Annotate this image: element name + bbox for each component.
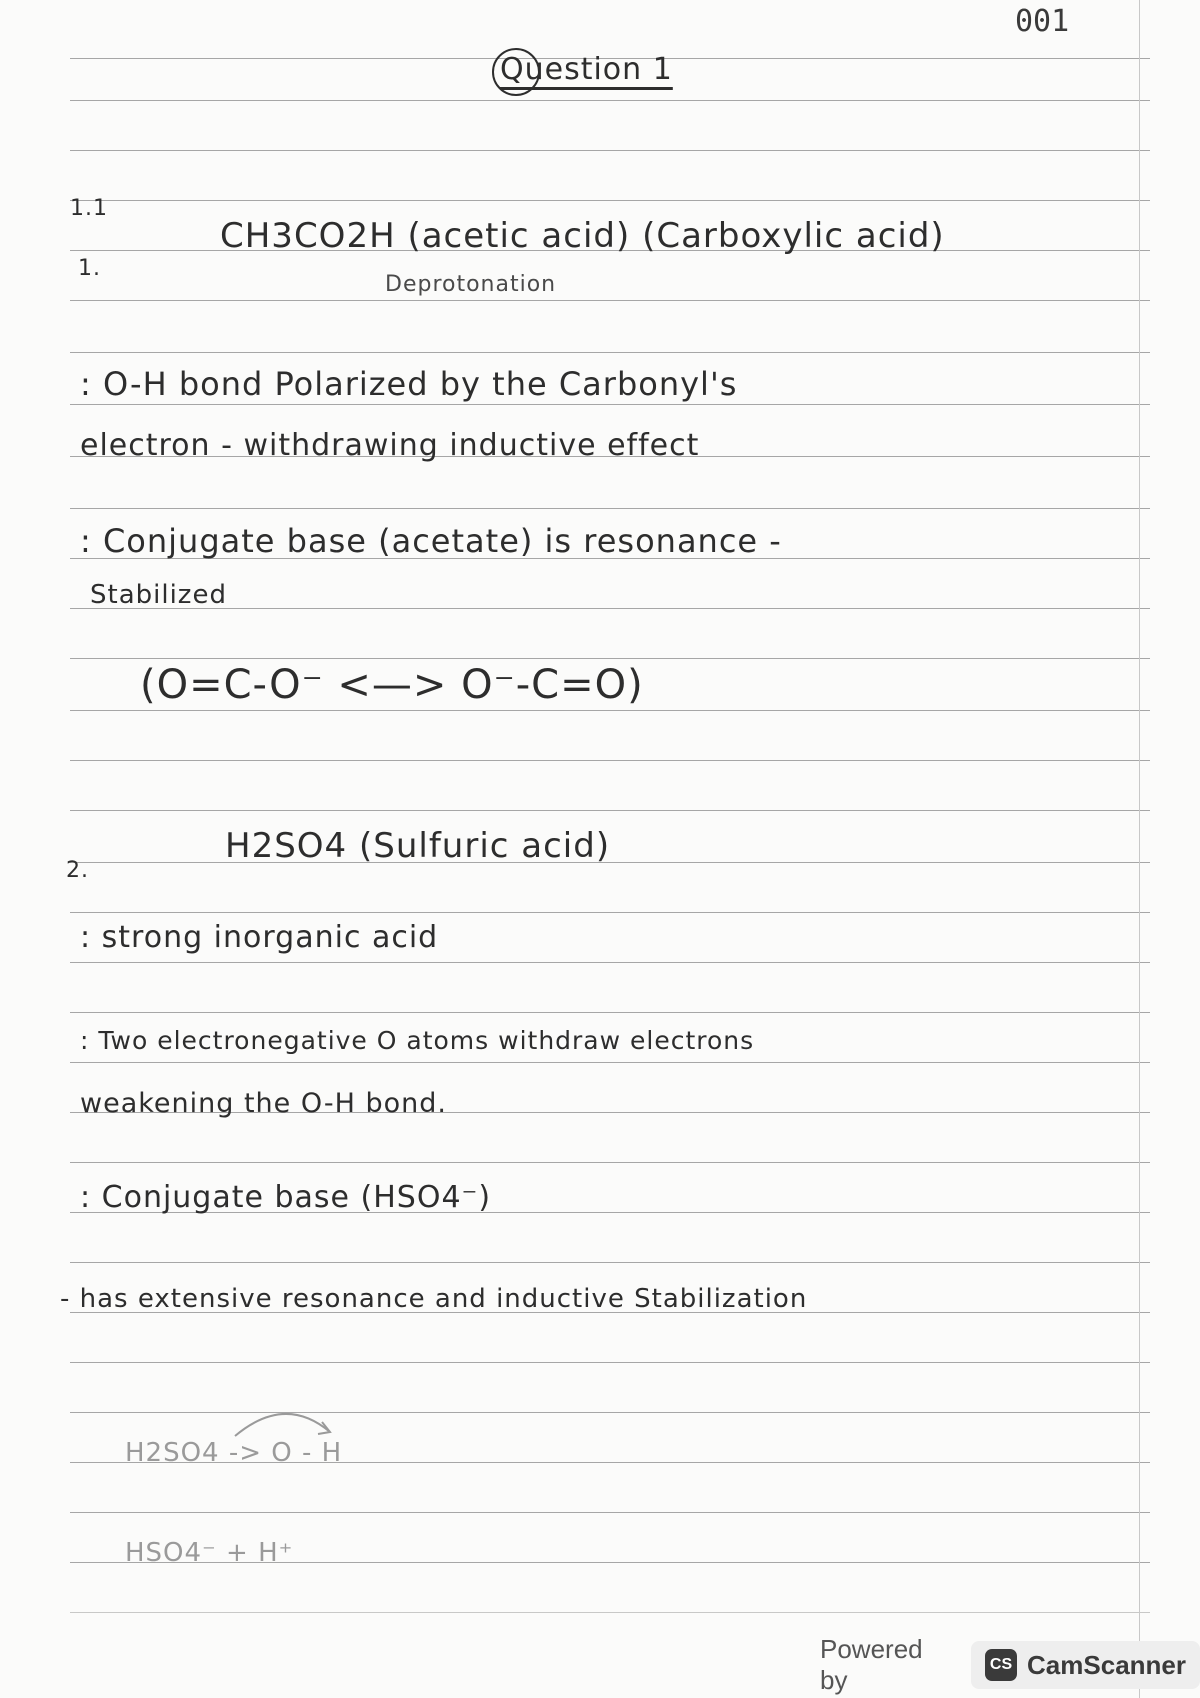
note-line: : Conjugate base (acetate) is resonance - (80, 522, 782, 560)
camscanner-logo-icon: CS (985, 1649, 1017, 1681)
watermark-brand: CamScanner (1027, 1649, 1186, 1680)
note-line: : O-H bond Polarized by the Carbonyl's (80, 365, 738, 403)
item-formula: H2SO4 (Sulfuric acid) (225, 826, 611, 866)
item-number: 1. (78, 256, 101, 281)
rule-line (70, 962, 1150, 963)
rule-line (70, 658, 1150, 659)
note-line: : Two electronegative O atoms withdraw electrons (80, 1026, 755, 1055)
item-formula: CH3CO2H (acetic acid) (Carboxylic acid) (220, 216, 945, 256)
rule-line (70, 1362, 1150, 1363)
page-number: 001 (1015, 4, 1070, 39)
rule-line (70, 1062, 1150, 1063)
page-title: Question 1 (500, 52, 673, 87)
rule-line (70, 300, 1150, 301)
faint-note-line: HSO4⁻ + H⁺ (125, 1538, 294, 1568)
rule-line (70, 1512, 1150, 1513)
resonance-equation: (O=C-O⁻ <—> O⁻-C=O) (140, 662, 644, 708)
rule-line (70, 352, 1150, 353)
note-line: : Conjugate base (HSO4⁻) (80, 1180, 492, 1215)
page-edge (1139, 0, 1140, 1698)
rule-line (70, 760, 1150, 761)
rule-line (70, 608, 1150, 609)
item-subnote: Deprotonation (385, 272, 557, 297)
rule-line (70, 912, 1150, 913)
note-line: - has extensive resonance and inductive Stabilization (60, 1284, 808, 1314)
q-circle-mark (492, 48, 540, 96)
rule-line (70, 710, 1150, 711)
title-block (500, 52, 673, 87)
watermark-powered-by: Powered by (820, 1634, 923, 1695)
rule-line (70, 200, 1150, 201)
rule-line (70, 1612, 1150, 1613)
section-label: 1.1 (70, 196, 108, 221)
rule-line (70, 1162, 1150, 1163)
note-line: weakening the O-H bond. (80, 1088, 447, 1119)
note-line: : strong inorganic acid (80, 920, 439, 955)
rule-line (70, 1262, 1150, 1263)
rule-line (70, 1012, 1150, 1013)
rule-line (70, 100, 1150, 101)
rule-line (70, 508, 1150, 509)
rule-line (70, 150, 1150, 151)
rule-line (70, 810, 1150, 811)
note-line: Stabilized (90, 580, 227, 610)
reaction-arrow-icon (230, 1404, 340, 1444)
camscanner-badge (971, 1641, 1200, 1689)
camscanner-watermark (820, 1634, 1200, 1696)
note-line: electron - withdrawing inductive effect (80, 428, 700, 463)
faint-note-line: H2SO4 -> O - H (125, 1438, 343, 1468)
rule-line (70, 404, 1150, 405)
item-number: 2. (66, 858, 89, 883)
